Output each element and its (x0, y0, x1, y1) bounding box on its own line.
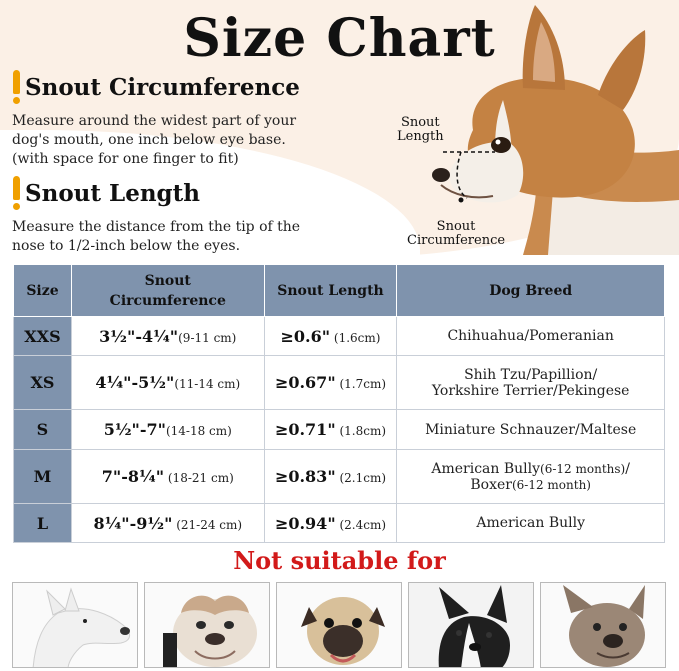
breed-cell (397, 317, 665, 356)
size-cell: S (14, 410, 72, 450)
snout-circumference-description (12, 112, 392, 169)
breed-note: (6-12 months) (540, 461, 626, 476)
snout-circumference-heading (12, 70, 300, 104)
table-row (14, 504, 665, 543)
breed-line: American Bully (476, 515, 585, 531)
breed-line: Chihuahua/Pomeranian (447, 328, 614, 344)
circ-cm: (18-21 cm) (164, 471, 234, 485)
length-cell (264, 504, 397, 543)
circ-inches: 3½"-4¼" (99, 326, 179, 346)
label-line: Snout (436, 219, 476, 234)
section-heading-text: Snout Length (25, 179, 200, 207)
circumference-cell (71, 356, 264, 410)
breed-note: (6-12 month) (511, 477, 591, 492)
not-suitable-heading: Not suitable for (233, 546, 446, 575)
breed-line: Shih Tzu/Papillion/ (464, 366, 598, 383)
length-inches: ≥0.6" (280, 326, 331, 346)
length-header: Snout Length (264, 265, 397, 317)
bull-terrier-icon (12, 582, 138, 668)
circ-cm: (9-11 cm) (178, 330, 237, 345)
circumference-cell (71, 410, 264, 450)
label-line: Circumference (407, 233, 506, 248)
breed-cell (397, 356, 665, 410)
table-header-row (14, 265, 665, 317)
breed-line: Miniature Schnauzer/Maltese (425, 421, 637, 438)
size-table (13, 264, 665, 543)
length-cell (264, 317, 397, 356)
circ-inches: 8¼"-9½" (93, 513, 173, 533)
length-cell (264, 410, 397, 450)
french-bulldog-icon (540, 582, 666, 668)
length-cm: (2.1cm) (335, 471, 387, 485)
exclamation-icon (12, 70, 21, 104)
breed-line (397, 461, 664, 477)
circumference-cell (71, 317, 264, 356)
table-row (14, 450, 665, 504)
chihuahua-photo (383, 0, 679, 255)
section-heading-text: Snout Circumference (25, 73, 300, 101)
breed-line: Yorkshire Terrier/Pekingese (431, 382, 630, 399)
breed-text: / (625, 460, 630, 477)
description-line: (with space for one finger to fit) (12, 151, 239, 167)
snout-length-label (397, 116, 444, 144)
table-row (14, 317, 665, 356)
header-line: Snout (144, 272, 191, 289)
table-row (14, 410, 665, 450)
circumference-cell (71, 450, 264, 504)
size-cell: XXS (14, 317, 72, 356)
label-line: Snout (400, 115, 440, 130)
size-header: Size (14, 265, 72, 317)
circ-cm: (21-24 cm) (172, 517, 243, 532)
description-line: nose to 1/2-inch below the eyes. (12, 238, 241, 254)
page-title: Size Chart (183, 8, 496, 69)
description-line: Measure around the widest part of your (12, 113, 297, 129)
circ-inches: 7"-8¼" (101, 467, 165, 486)
table-row (14, 356, 665, 410)
snout-length-description (12, 218, 392, 256)
length-cm: (1.7cm) (335, 377, 387, 391)
description-line: dog's mouth, one inch below eye base. (12, 132, 286, 148)
boston-terrier-icon (408, 582, 534, 668)
circ-inches: 5½"-7" (103, 420, 166, 439)
snout-length-heading (12, 176, 200, 210)
label-line: Length (397, 129, 444, 144)
length-cm: (1.8cm) (335, 424, 387, 438)
circ-cm: (14-18 cm) (165, 424, 232, 438)
size-cell: M (14, 450, 72, 504)
size-cell: XS (14, 356, 72, 410)
length-cm: (2.4cm) (335, 517, 387, 532)
size-cell: L (14, 504, 72, 543)
length-cell (264, 450, 397, 504)
breed-line (397, 477, 664, 493)
breed-cell (397, 504, 665, 543)
length-inches: ≥0.83" (274, 467, 336, 486)
circumference-cell (71, 504, 264, 543)
length-cm: (1.6cm) (330, 330, 381, 345)
snout-circumference-label (407, 220, 505, 248)
circ-cm: (11-14 cm) (174, 377, 241, 391)
circ-inches: 4¼"-5½" (95, 373, 175, 392)
bulldog-icon (144, 582, 270, 668)
length-inches: ≥0.71" (274, 420, 336, 439)
breed-text: Boxer (470, 476, 512, 493)
pug-icon (276, 582, 402, 668)
breed-text: American Bully (431, 460, 541, 477)
unsuitable-breeds-row (12, 582, 668, 668)
circumference-header (71, 265, 264, 317)
header-line: Circumference (109, 292, 226, 309)
length-inches: ≥0.94" (274, 513, 336, 533)
breed-header: Dog Breed (397, 265, 665, 317)
exclamation-icon (12, 176, 21, 210)
length-inches: ≥0.67" (274, 373, 336, 392)
length-cell (264, 356, 397, 410)
description-line: Measure the distance from the tip of the (12, 219, 301, 235)
breed-cell (397, 410, 665, 450)
breed-cell (397, 450, 665, 504)
